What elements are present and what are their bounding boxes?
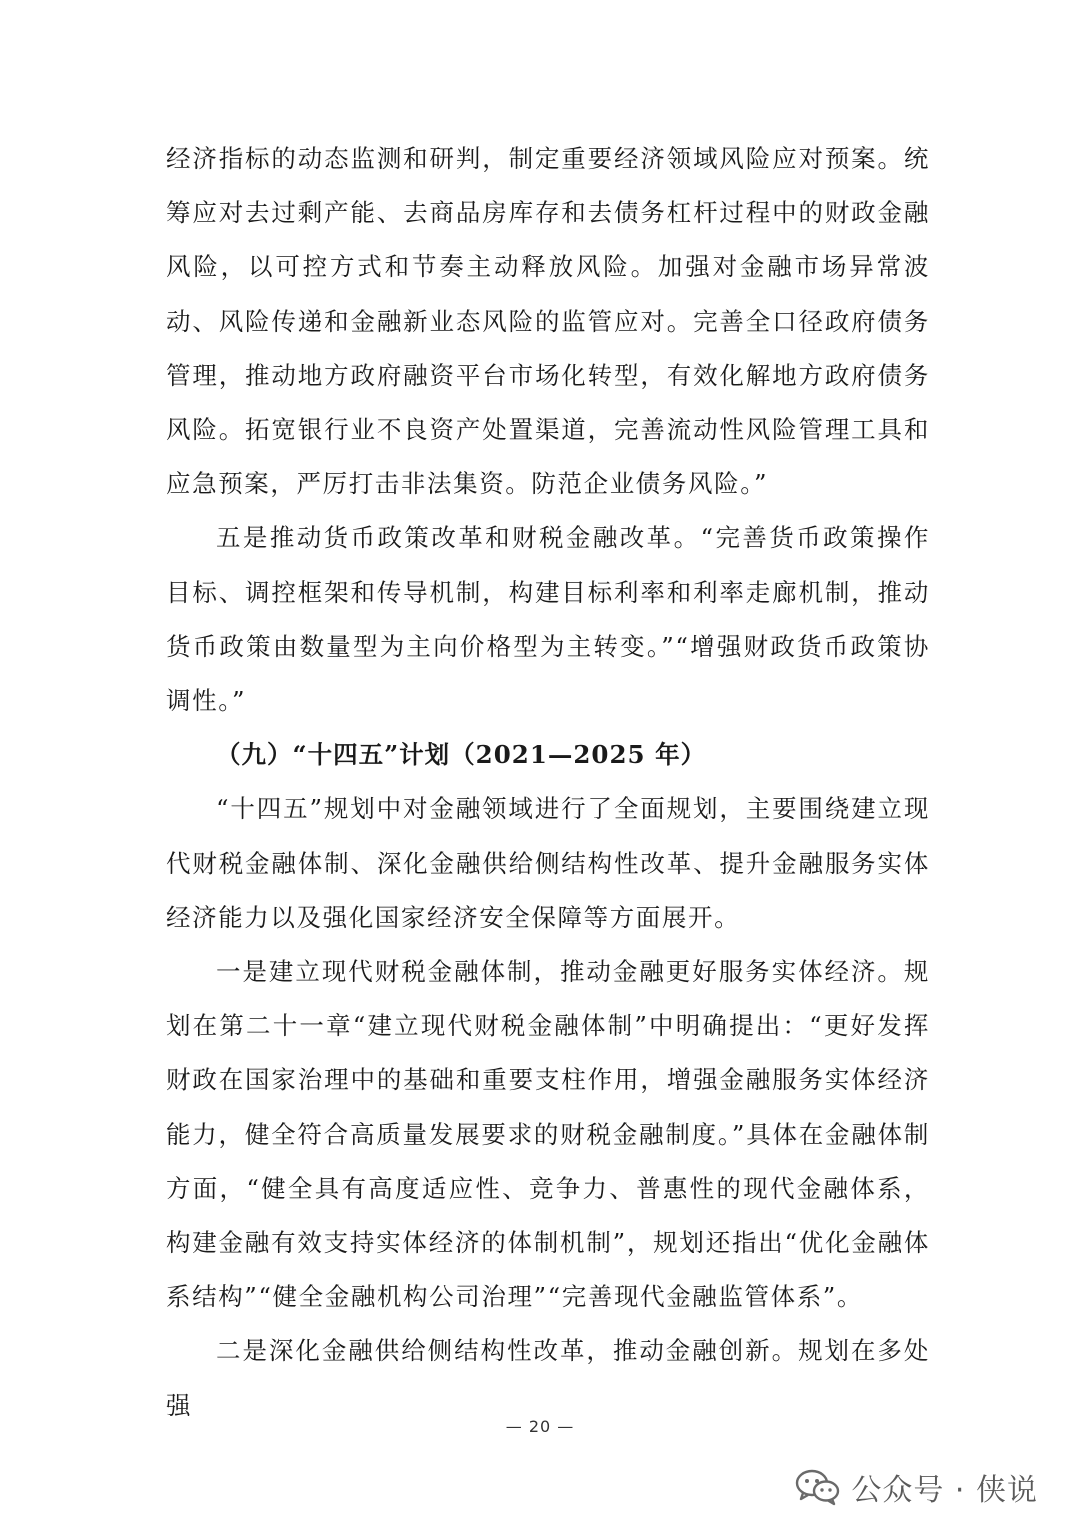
paragraph-risk-continuation: 经济指标的动态监测和研判，制定重要经济领域风险应对预案。统筹应对去过剩产能、去商品房库存和去债务杠杆过程中的财政金融风险，以可控方式和节奏主动释放风险。加强对金融市场异常波动、风险传递和金融新业态风险的监管应对。完善全口径政府债务管理，推动地方政府融资平台市场化转型，有效化解地方政府债务风险。拓宽银行业不良资产处置渠道，完善流动性风险管理工具和应急预案，严厉打击非法集资。防范企业债务风险。” bbox=[166, 144, 930, 499]
watermark-text: 公众号 · 侠说 bbox=[851, 1473, 1038, 1508]
document-body bbox=[166, 132, 930, 1433]
paragraph-14th-plan-intro: “十四五”规划中对金融领域进行了全面规划，主要围绕建立现代财税金融体制、深化金融供给侧结构性改革、提升金融服务实体经济能力以及强化国家经济安全保障等方面展开。 bbox=[166, 794, 930, 932]
page-number: — 20 — bbox=[505, 1417, 575, 1436]
wechat-icon bbox=[795, 1468, 841, 1506]
paragraph-financial-system: 一是建立现代财税金融体制，推动金融更好服务实体经济。规划在第二十一章“建立现代财税金融体制”中明确提出：“更好发挥财政在国家治理中的基础和重要支柱作用，增强金融服务实体经济能力，健全符合高质量发展要求的财税金融制度。”具体在金融体制方面，“健全具有高度适应性、竞争力、普惠性的现代金融体系，构建金融有效支持实体经济的体制机制”，规划还指出“优化金融体系结构”“健全金融机构公司治理”“完善现代金融监管体系”。 bbox=[166, 957, 930, 1312]
paragraph-supply-side-reform: 二是深化金融供给侧结构性改革，推动金融创新。规划在多处强 bbox=[166, 1336, 930, 1420]
paragraph-monetary-reform: 五是推动货币政策改革和财税金融改革。“完善货币政策操作目标、调控框架和传导机制，构建目标利率和利率走廊机制，推动货币政策由数量型为主向价格型为主转变。”“增强财政货币政策协调性。” bbox=[166, 523, 930, 716]
section-heading: （九）“十四五”计划（2021—2025 年） bbox=[216, 740, 707, 770]
watermark bbox=[795, 1462, 1038, 1512]
